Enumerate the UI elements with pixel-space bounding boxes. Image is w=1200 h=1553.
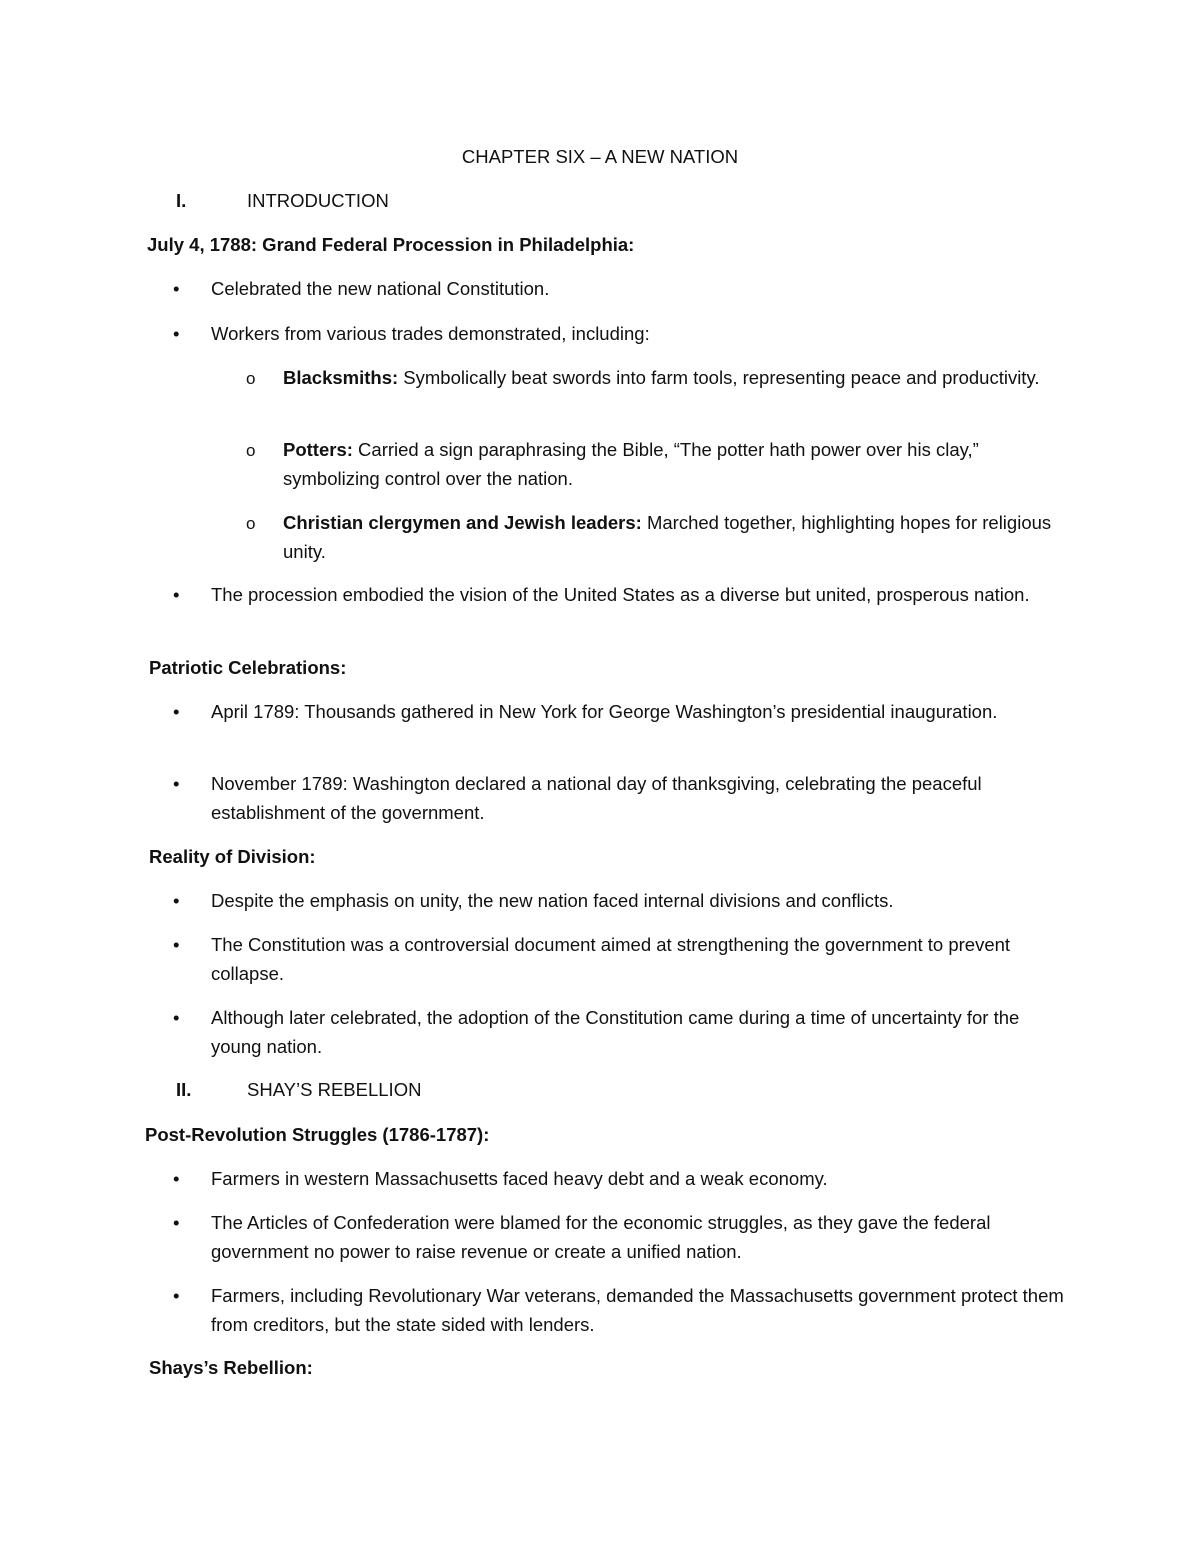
list-item xyxy=(173,1003,1071,1061)
list-item-text: April 1789: Thousands gathered in New York for George Washington’s presidential inauguration. xyxy=(211,701,998,722)
list-item-text: Workers from various trades demonstrated, including: xyxy=(211,323,650,344)
list-item-text: November 1789: Washington declared a national day of thanksgiving, celebrating the peaceful establishment of the government. xyxy=(211,773,982,823)
sub-item-label: Christian clergymen and Jewish leaders: xyxy=(283,512,642,533)
bullet: • xyxy=(173,278,180,299)
list-item-text: Although later celebrated, the adoption of the Constitution came during a time of uncertainty for the young nation. xyxy=(211,1007,1020,1057)
heading-reality-of-division: Reality of Division: xyxy=(149,846,316,867)
sub-item-label: Potters: xyxy=(283,439,353,460)
section-label: INTRODUCTION xyxy=(247,190,389,211)
sub-item-text: Carried a sign paraphrasing the Bible, “The potter hath power over his clay,” symbolizing control over the nation. xyxy=(283,439,979,489)
bullet: • xyxy=(173,773,180,794)
section-label: SHAY’S REBELLION xyxy=(247,1079,422,1100)
heading-grand-federal-procession: July 4, 1788: Grand Federal Procession in Philadelphia: xyxy=(147,234,635,255)
list-item xyxy=(173,274,1071,303)
bullet: • xyxy=(173,701,180,722)
list-item xyxy=(173,1208,1071,1266)
list-item xyxy=(173,1281,1071,1339)
sub-item-label: Blacksmiths: xyxy=(283,367,399,388)
list-item-text: Farmers, including Revolutionary War veterans, demanded the Massachusetts government protect them from creditors, but the state sided with lenders. xyxy=(211,1285,1064,1335)
list-item xyxy=(173,580,1071,609)
sub-list-item xyxy=(246,363,1073,392)
bullet: • xyxy=(173,1007,180,1028)
bullet: • xyxy=(173,1212,180,1233)
list-item xyxy=(173,319,1071,348)
bullet: • xyxy=(173,1285,180,1306)
sub-bullet: o xyxy=(246,441,256,460)
sub-item-text: Marched together, highlighting hopes for religious unity. xyxy=(283,512,1052,562)
section-heading-introduction xyxy=(176,186,389,215)
bullet: • xyxy=(173,584,180,605)
heading-post-revolution-struggles: Post-Revolution Struggles (1786-1787): xyxy=(145,1124,490,1145)
list-item-text: Celebrated the new national Constitution. xyxy=(211,278,550,299)
list-item-text: The procession embodied the vision of the United States as a diverse but united, prosperous nation. xyxy=(211,584,1030,605)
list-item xyxy=(173,886,1071,915)
sub-item-text: Symbolically beat swords into farm tools, representing peace and productivity. xyxy=(398,367,1040,388)
list-item xyxy=(173,930,1071,988)
list-item-text: Despite the emphasis on unity, the new nation faced internal divisions and conflicts. xyxy=(211,890,894,911)
list-item-text: Farmers in western Massachusetts faced heavy debt and a weak economy. xyxy=(211,1168,828,1189)
section-number: II. xyxy=(176,1079,192,1100)
list-item-text: The Constitution was a controversial document aimed at strengthening the government to prevent collapse. xyxy=(211,934,1011,984)
section-heading-shays-rebellion xyxy=(176,1075,421,1104)
sub-bullet: o xyxy=(246,514,256,533)
list-item xyxy=(173,1164,1071,1193)
section-number: I. xyxy=(176,190,187,211)
sub-bullet: o xyxy=(246,369,256,388)
heading-shays-rebellion: Shays’s Rebellion: xyxy=(149,1357,313,1378)
bullet: • xyxy=(173,1168,180,1189)
bullet: • xyxy=(173,323,180,344)
sub-list-item xyxy=(246,508,1073,566)
list-item xyxy=(173,769,1071,827)
list-item xyxy=(173,697,1071,726)
chapter-title: CHAPTER SIX – A NEW NATION xyxy=(461,146,739,167)
bullet: • xyxy=(173,890,180,911)
sub-list-item xyxy=(246,435,1073,493)
bullet: • xyxy=(173,934,180,955)
list-item-text: The Articles of Confederation were blamed for the economic struggles, as they gave the federal government no power to raise revenue or create a unified nation. xyxy=(211,1212,991,1262)
heading-patriotic-celebrations: Patriotic Celebrations: xyxy=(149,657,347,678)
